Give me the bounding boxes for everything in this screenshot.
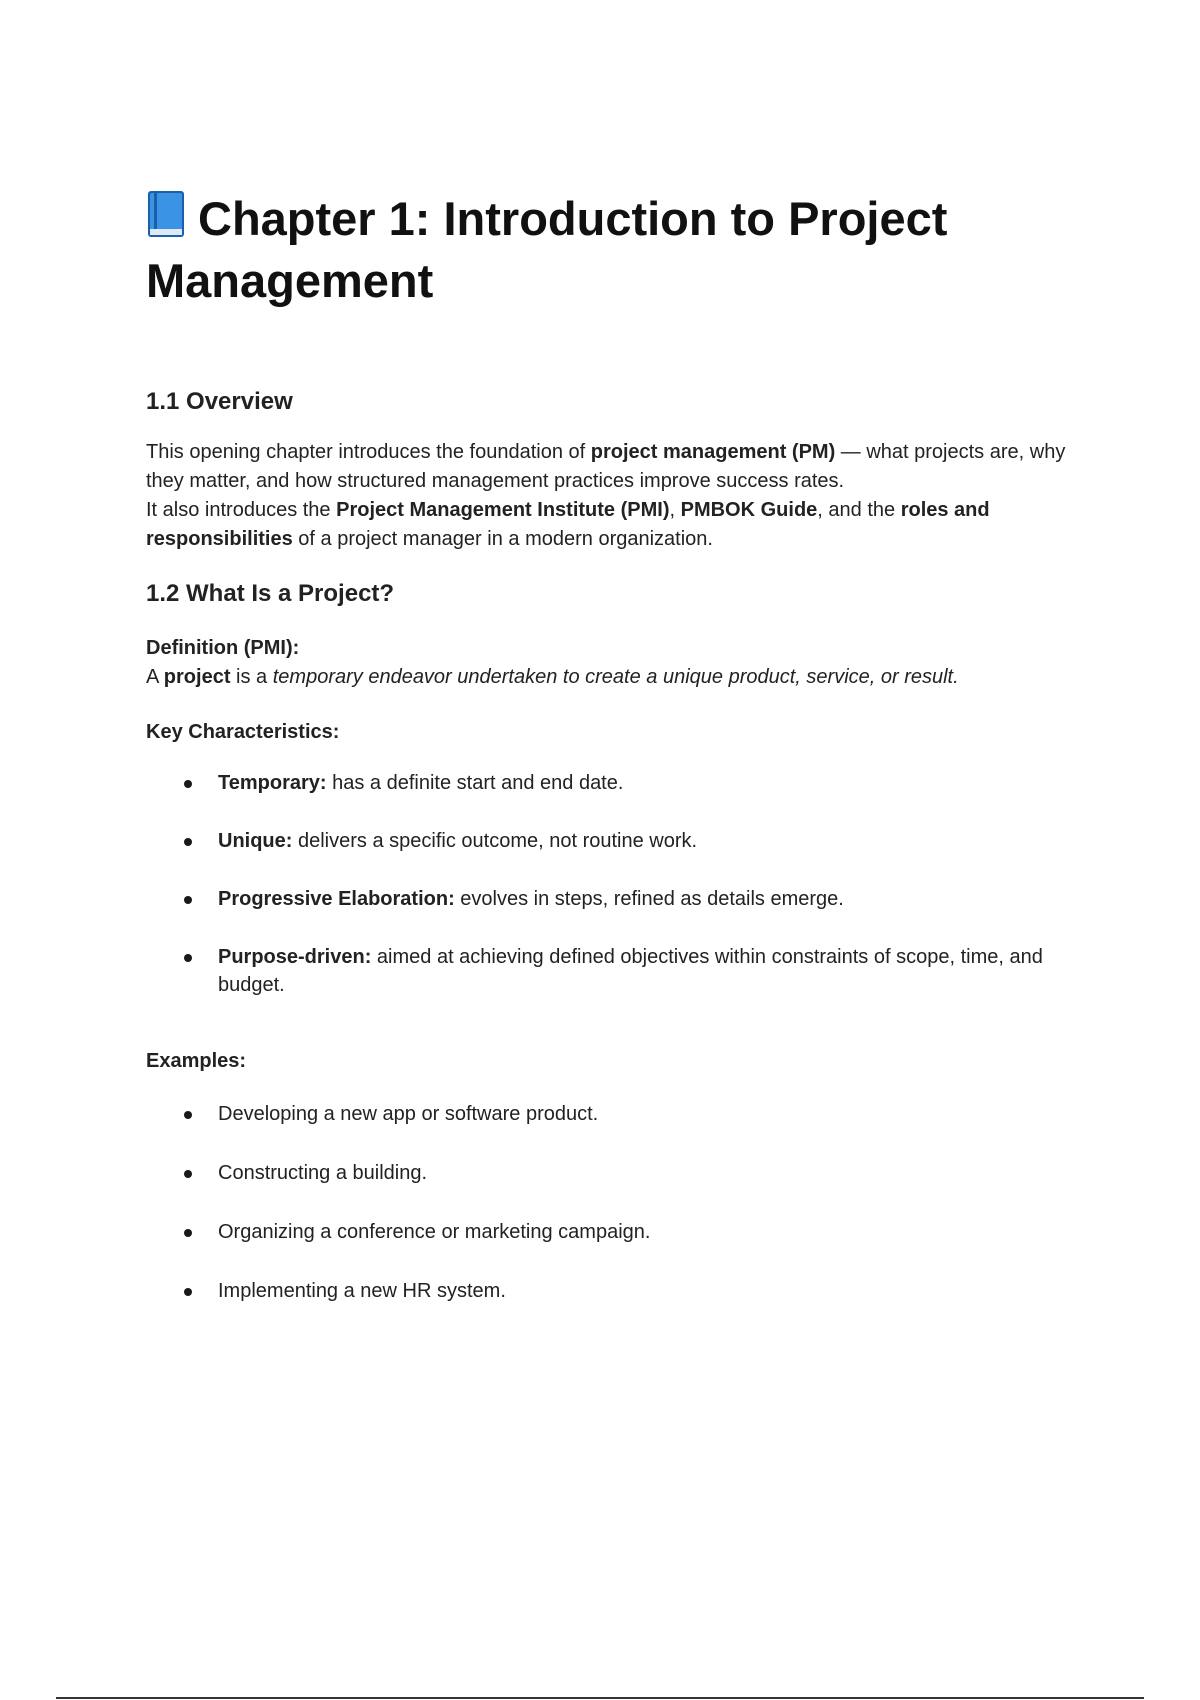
characteristic-text: aimed at achieving defined objectives within constraints of scope, time, and budget. — [218, 946, 1043, 996]
bullet-icon — [184, 838, 192, 846]
list-item — [146, 827, 1096, 855]
examples-list — [146, 1100, 1096, 1305]
document-page — [146, 188, 1096, 1336]
overview-text: It also introduces the — [146, 499, 337, 521]
characteristic-text: delivers a specific outcome, not routine work. — [292, 830, 698, 852]
bullet-icon — [184, 780, 192, 788]
list-item — [146, 1277, 1096, 1305]
characteristic-text: evolves in steps, refined as details emerge. — [454, 888, 844, 910]
definition-italic: temporary endeavor undertaken to create a unique product, service, or result. — [272, 666, 959, 688]
bullet-icon — [184, 1170, 192, 1178]
characteristic-term: Progressive Elaboration: — [218, 888, 455, 910]
overview-text: , and the — [817, 499, 901, 521]
blue-book-icon — [146, 189, 186, 239]
bullet-icon — [184, 1111, 192, 1119]
chapter-title-text: Chapter 1: Introduction to Project Management — [146, 192, 948, 307]
overview-bold-roles: roles and responsibilities — [146, 499, 990, 550]
definition-bold: project — [163, 666, 231, 688]
characteristics-list — [146, 769, 1096, 999]
bullet-icon — [184, 1229, 192, 1237]
list-item — [146, 1159, 1096, 1187]
example-text: Organizing a conference or marketing campaign. — [218, 1221, 651, 1243]
characteristic-text: has a definite start and end date. — [326, 772, 624, 794]
definition-span: A — [146, 666, 164, 688]
definition-span: is a — [230, 666, 273, 688]
example-text: Implementing a new HR system. — [218, 1280, 506, 1302]
overview-paragraph — [146, 438, 1096, 554]
overview-text: , — [669, 499, 681, 521]
list-item — [146, 943, 1096, 999]
list-item — [146, 1218, 1096, 1246]
overview-bold-pmbok: PMBOK Guide — [680, 499, 818, 521]
examples-label: Examples: — [146, 1050, 247, 1072]
definition-text — [146, 663, 1096, 692]
overview-heading: 1.1 Overview — [146, 388, 293, 415]
overview-bold-pmi: Project Management Institute (PMI) — [336, 499, 670, 521]
overview-text: of a project manager in a modern organization. — [292, 528, 713, 550]
bullet-icon — [184, 1288, 192, 1296]
characteristic-term: Purpose-driven: — [218, 946, 372, 968]
list-item — [146, 1100, 1096, 1128]
list-item — [146, 885, 1096, 913]
definition-label: Definition (PMI): — [146, 637, 300, 659]
example-text: Developing a new app or software product. — [218, 1103, 599, 1125]
characteristic-term: Unique: — [218, 830, 293, 852]
chapter-title — [146, 188, 1096, 312]
footer-divider — [56, 1697, 1144, 1699]
overview-text: This opening chapter introduces the foundation of — [146, 441, 591, 463]
overview-bold-pm: project management (PM) — [590, 441, 836, 463]
bullet-icon — [184, 954, 192, 962]
example-text: Constructing a building. — [218, 1162, 428, 1184]
project-heading: 1.2 What Is a Project? — [146, 580, 395, 607]
characteristic-term: Temporary: — [218, 772, 327, 794]
list-item — [146, 769, 1096, 797]
bullet-icon — [184, 896, 192, 904]
overview-text: — what projects are, why they matter, and how structured management practices improve success rates. — [146, 441, 1066, 492]
key-characteristics-label: Key Characteristics: — [146, 721, 340, 743]
